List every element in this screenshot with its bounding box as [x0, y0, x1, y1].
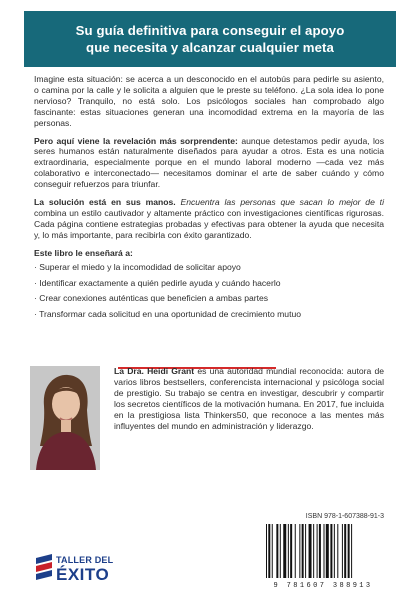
intro-paragraph: Imagine esta situación: se acerca a un desconocido en el autobús para pedirle su asiento, o camina por la calle y le solicita a alguien que le preste su teléfono. ¿La sola idea lo pone nervioso? Tranquilo, no está solo. Los psicólogos sociales han comprobado algo fascinante: estas situaciones generan una incomodidad extrema en la mayoría de las personas. [34, 74, 384, 128]
solution-body: combina un estilo cautivador y altamente práctico con investigaciones científicas rigurosas. Cada página contiene estrategias probadas y efectivas para obtener la ayuda que necesita y, lo más importante, para recibirla con éxito garantizado. [34, 207, 384, 240]
revelation-paragraph [34, 136, 384, 191]
tagline-banner [24, 11, 396, 67]
isbn-label: ISBN 978-1-607388-91-3 [305, 513, 384, 520]
author-name: La Dra. Heidi Grant [114, 366, 195, 376]
benefit-item: · Identificar exactamente a quién pedirle ayuda y cuándo hacerlo [34, 277, 281, 288]
benefits-list [34, 262, 384, 321]
benefit-item: · Crear conexiones auténticas que beneficien a ambas partes [34, 293, 269, 304]
author-portrait-image [30, 366, 100, 470]
publisher-name-top: TALLER DEL [56, 555, 114, 565]
isbn-barcode [262, 522, 384, 580]
benefit-item: · Superar el miedo y la incomodidad de solicitar apoyo [34, 261, 241, 272]
barcode-number: 9 781607 388913 [273, 582, 373, 590]
revelation-lead: Pero aquí viene la revelación más sorprendente: [34, 135, 238, 146]
tagline-text [76, 22, 345, 56]
benefit-item: · Transformar cada solicitud en una oportunidad de crecimiento mutuo [34, 309, 302, 320]
solution-lead: La solución está en sus manos. [34, 197, 176, 208]
publisher-flag-icon [34, 552, 56, 588]
tagline-line-2: que necesita y alcanzar cualquier meta [86, 40, 334, 55]
solution-paragraph [34, 197, 384, 241]
book-title-mention: Encuentra las personas que sacan lo mejor de ti [175, 197, 384, 208]
author-photo [30, 366, 100, 470]
publisher-logo [34, 552, 124, 588]
back-cover-copy [34, 74, 384, 325]
benefits-heading: Este libro le enseñará a: [34, 247, 133, 258]
publisher-name-main: ÉXITO [56, 565, 110, 584]
tagline-line-1: Su guía definitiva para conseguir el apoyo [75, 23, 345, 38]
author-bio [114, 366, 384, 431]
revelation-body: aunque detestamos pedir ayuda, los seres humanos están naturalmente diseñados para ayudar a otros. Esta es una noticia extraordinaria, especialmente porque en el mundo laboral moderno —cada vez más colaborativo e interconectado— necesitamos dominar el arte de saber cuándo y cómo conseguir refuerzos para triunfar. [34, 135, 385, 190]
author-bio-text: es una autoridad mundial reconocida: autora de varios libros bestsellers, conferencista internacional y psicóloga social de prestigio. Su trabajo se centra en investigar, descubrir y compartir los secretos científicos de la motivación humana. En 2017, fue incluida en la prestigiosa lista Thinkers50, que reconoce a las mentes más influyentes del mundo en administración y liderazgo. [114, 366, 384, 431]
